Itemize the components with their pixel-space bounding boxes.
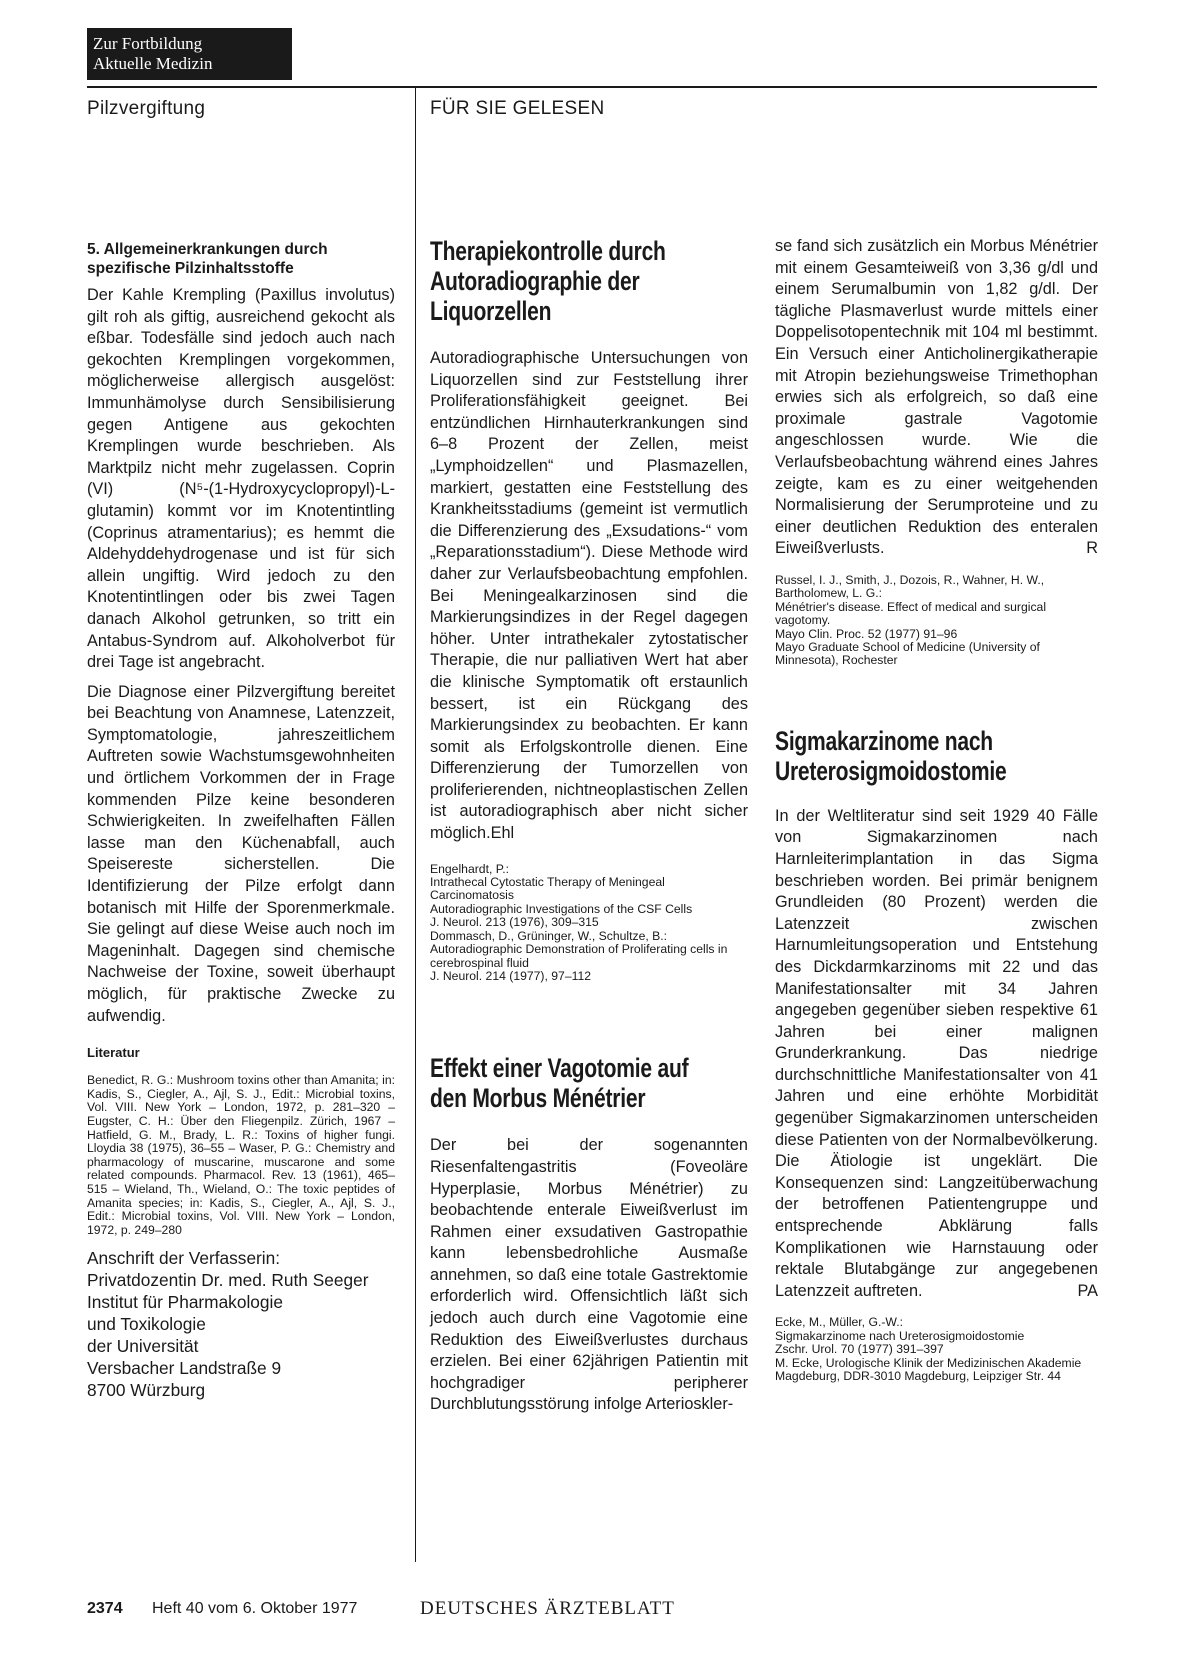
reference-line: Intrathecal Cytostatic Therapy of Meningeal Carcinomatosis: [430, 875, 665, 903]
reference-line: Ecke, M., Müller, G.-W.:: [775, 1315, 903, 1330]
article-references: [775, 1316, 1098, 1383]
article-body: [430, 348, 748, 845]
journal-name: DEUTSCHES ÄRZTEBLATT: [420, 1598, 675, 1619]
article-text: In der Weltliteratur sind seit 1929 40 Fälle von Sigmakarzinomen nach Harnleiterimplantation in das Sigma beschrieben worden. Bei primär benignem Grundleiden (80 Prozent) werden die Latenzzeit zwischen Harnumleitungsoperation und Entstehung des Dickdarmkarzinoms mit 22 und das Manifestationsalter mit 34 Jahren angegeben gegenüber sieben respektive 61 Jahren bei einer malignen Grunderkrankung. Das niedrige durchschnittliche Manifestationsalter von 41 Jahren und eine erhöhte Morbidität gegenüber Sigmakarzinomen unterscheiden diese Patienten von der Normalbevölkerung. Die Ätiologie ist ungeklärt. Die Konsequenzen sind: Langzeitüberwachung der betroffenen Patientengruppe und entsprechende Abklärung falls Komplikationen wie Harnstauung oder rektale Blutabgänge zur angegebenen Latenzzeit auftreten.: [775, 806, 1098, 1300]
body-paragraph: Die Diagnose einer Pilzvergiftung bereitet bei Beachtung von Anamnese, Latenzzeit, Symptomatologie, jahreszeitlichem Auftreten sowie Wachstumsgewohnheiten und örtlichem Vorkommen der in Frage kommenden Pilze keine besonderen Schwierigkeiten. In zweifelhaften Fällen lasse man den Küchenabfall, auch Speisereste sicherstellen. Die Identifizierung der Pilze erfolgt dann botanisch mit Hilfe der Sporenmerkmale. Sie gelingt auf diese Weise auch noch im Mageninhalt. Dagegen sind chemische Nachweise der Toxine, soweit überhaupt möglich, für praktische Zwecke zu aufwendig.: [87, 682, 395, 1025]
badge-line-1: Zur Fortbildung: [93, 34, 203, 53]
address-line: und Toxikologie: [87, 1314, 206, 1335]
article-references: [775, 574, 1098, 668]
section-badge: [87, 28, 292, 80]
reference-line: Autoradiographic Investigations of the CSF Cells: [430, 901, 693, 916]
article-text: Autoradiographische Untersuchungen von Liquorzellen sind zur Feststellung ihrer Proliferationsfähigkeit geeignet. Bei entzündlichen Hirnhauterkrankungen sind 6–8 Prozent der Zellen, meist „Lymphoidzellen“ und Plasmazellen, markiert, gestatten eine Feststellung des Krankheitsstadiums (gemeint ist vermutlich die Differenzierung des „Exsudations-“ vom „Reparationsstadium“). Diese Methode wird daher zur Verlaufsbeobachtung empfohlen. Bei Meningealkarzinosen sind die Markierungsindizes in der Regel dagegen höher. Unter intrathekaler zytostatischer Therapie, die nur palliativen Wert hat aber die klinische Symptomatik oft erstaunlich bessert, ist ein Rückgang des Markierungsindex zu beobachten. Er kann somit als Erfolgskontrolle dienen. Eine Differenzierung der Tumorzellen von proliferierenden, nichtneoplastischen Zellen ist autoradiographisch aber nicht sicher möglich.: [430, 349, 748, 843]
header-left-topic: Pilzvergiftung: [87, 98, 206, 119]
reference-line: J. Neurol. 214 (1977), 97–112: [430, 968, 592, 983]
reference-line: J. Neurol. 213 (1976), 309–315: [430, 915, 599, 930]
reference-line: Mayo Clin. Proc. 52 (1977) 91–96: [775, 626, 958, 641]
left-column: [87, 240, 395, 1401]
address-line: der Universität: [87, 1336, 199, 1357]
body-paragraph: Der Kahle Krempling (Paxillus involutus) gilt roh als giftig, ausreichend gekocht als eßbar. Todesfälle sind jedoch auch nach gekochten Kremplingen vorgekommen, möglicherweise allergisch ausgelöst: Immunhämolyse durch Sensibilisierung gegen Antigene aus gekochten Kremplingen wurde beschrieben. Als Marktpilz nicht mehr zugelassen. Coprin (VI) (N⁵-(1-Hydroxycyclopropyl)-L-glutamin) kommt vor im Knotentintling (Coprinus atramentarius); es hemmt die Aldehyddehydrogenase und ist für sich allein ungiftig. Wird jedoch zu den Knotentintlingen oder bis zwei Tagen danach Alkohol getrunken, so tritt ein Antabus-Syndrom auf. Alkoholverbot für drei Tage ist angebracht.: [87, 286, 395, 672]
reference-line: Russel, I. J., Smith, J., Dozois, R., Wahner, H. W., Bartholomew, L. G.:: [775, 572, 1045, 601]
header-right-rubric: FÜR SIE GELESEN: [430, 98, 605, 119]
address-line: Institut für Pharmakologie: [87, 1292, 283, 1313]
reference-line: Mayo Graduate School of Medicine (University of Minnesota), Rochester: [775, 639, 1040, 668]
reference-line: Sigmakarzinome nach Ureterosigmoidostomie: [775, 1328, 1025, 1343]
section-heading: 5. Allgemeinerkrankungen durch spezifische Pilzinhaltsstoffe: [87, 241, 328, 277]
reference-line: Zschr. Urol. 70 (1977) 391–397: [775, 1342, 944, 1357]
address-line: Anschrift der Verfasserin:: [87, 1248, 281, 1269]
address-line: 8700 Würzburg: [87, 1380, 206, 1401]
reference-line: M. Ecke, Urologische Klinik der Medizinischen Akademie Magdeburg, DDR-3010 Magdeburg, Leipziger Str. 44: [775, 1355, 1082, 1384]
issue-info: Heft 40 vom 6. Oktober 1977: [152, 1600, 358, 1617]
literature-list: Benedict, R. G.: Mushroom toxins other than Amanita; in: Kadis, S., Ciegler, A., Ajl, S. J., Edit.: Microbial toxins, Vol. VIII. New York – London, 1972, p. 281–320 – Eugster, C. H.: Über den Fliegenpilz. Zürich, 1967 – Hatfield, G. M., Brady, L. R.: Toxins of higher fungi. Lloydia 38 (1975), 36–55 – Waser, P. G.: Chemistry and pharmacology of muscarine, muscarone and some related compounds. Pharmacol. Rev. 13 (1961), 465–515 – Wieland, Th., Wieland, O.: The toxic peptides of Amanita species; in: Kadis, S., Ciegler, A., Ajl, S. J., Edit.: Microbial toxins, Vol. VIII. New York – London, 1972, p. 249–280: [87, 1073, 395, 1237]
article-signature: PA: [1077, 1281, 1098, 1300]
literature-title: Literatur: [87, 1045, 140, 1061]
header-rule: [87, 86, 1097, 88]
page-number: 2374: [87, 1600, 123, 1617]
right-column: [775, 236, 1098, 1383]
article-body: Der bei der sogenannten Riesenfaltengastritis (Foveoläre Hyperplasie, Morbus Ménétrier) zu beobachtende enterale Eiweißverlust im Rahmen einer exsudativen Gastropathie kann lebensbedrohliche Ausmaße annehmen, so daß eine totale Gastrektomie erforderlich wird. Offensichtlich läßt sich jedoch auch durch eine Vagotomie eine Reduktion des Eiweißverlustes durchaus erzielen. Bei einer 62jährigen Patientin mit hochgradiger peripherer Durchblutungsstörung infolge Arterioskler-: [430, 1136, 748, 1414]
badge-line-2: Aktuelle Medizin: [93, 54, 213, 73]
address-line: Privatdozentin Dr. med. Ruth Seeger: [87, 1270, 369, 1291]
middle-column: [430, 236, 748, 1416]
reference-line: Ménétrier's disease. Effect of medical and surgical vagotomy.: [775, 599, 1047, 628]
article-signature: R: [1086, 539, 1098, 558]
column-divider: [415, 86, 416, 1562]
article-text: se fand sich zusätzlich ein Morbus Ménétrier mit einem Gesamteiweiß von 3,36 g/dl und einem Serumalbumin von 1,82 g/dl. Der tägliche Plasmaverlust wurde mittels einer Doppelisotopentechnik mit 104 ml bestimmt. Ein Versuch einer Anticholinergikatherapie mit Atropin beziehungsweise Trimethophan erwies sich als erfolgreich, so daß eine proximale gastrale Vagotomie angeschlossen wurde. Wie die Verlaufsbeobachtung während eines Jahres zeigte, kam es zu einer weitgehenden Normalisierung der Serumproteine und zu einer deutlichen Reduktion des enteralen Eiweißverlusts.: [775, 237, 1098, 558]
article-body-continued: [775, 236, 1098, 560]
article-references: [430, 863, 748, 984]
address-line: Versbacher Landstraße 9: [87, 1358, 282, 1379]
article-signature: Ehl: [490, 824, 515, 843]
article-body: [775, 806, 1098, 1303]
reference-line: Autoradiographic Demonstration of Proliferating cells in cerebrospinal fluid: [430, 942, 728, 970]
article-title: Effekt einer Vagotomie auf den Morbus Ménétrier: [430, 1053, 689, 1114]
article-title: Therapiekontrolle durch Autoradiographie der Liquorzellen: [430, 236, 666, 326]
reference-line: Engelhardt, P.:: [430, 861, 510, 876]
article-title: Sigmakarzinome nach Ureterosigmoidostomie: [775, 725, 1007, 786]
reference-line: Dommasch, D., Grüninger, W., Schultze, B.:: [430, 928, 668, 943]
author-address: [87, 1247, 395, 1401]
